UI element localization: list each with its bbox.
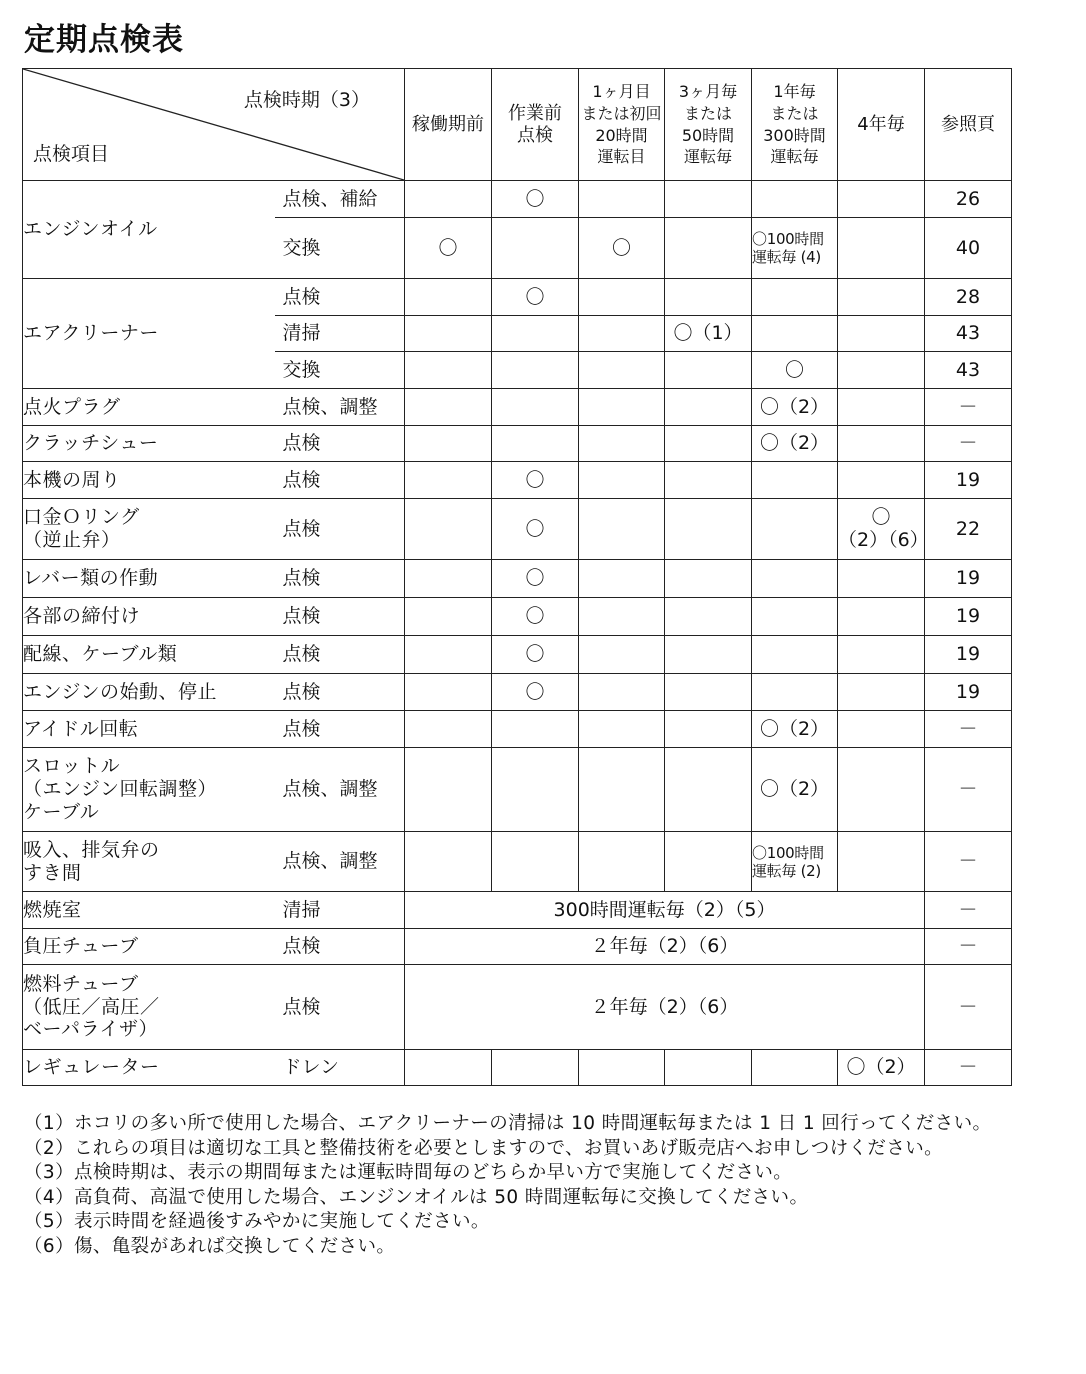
operation-cell — [275, 462, 405, 499]
reference-page: 43 — [955, 358, 981, 381]
footnote — [24, 1210, 1014, 1235]
operation-label: 点検 — [282, 935, 321, 958]
table-row — [23, 560, 1012, 598]
schedule-cell-c3 — [579, 598, 665, 636]
schedule-cell-c6 — [838, 316, 925, 352]
item-name-cell — [23, 965, 275, 1050]
table-row — [23, 892, 1012, 929]
schedule-cell-c5 — [752, 598, 838, 636]
schedule-cell-c1 — [405, 181, 492, 218]
table-row — [23, 636, 1012, 674]
reference-page: － — [958, 432, 978, 455]
reference-page-cell — [925, 674, 1012, 711]
schedule-cell-c3 — [579, 316, 665, 352]
item-name-cell — [23, 598, 275, 636]
schedule-mark: 〇（2） — [846, 1056, 916, 1079]
schedule-mark: 〇（2） — [759, 778, 830, 801]
reference-page: － — [958, 995, 978, 1018]
item-name: 各部の締付け — [23, 605, 141, 628]
reference-page-cell — [925, 499, 1012, 560]
schedule-mark: 〇 — [525, 285, 545, 308]
column-header-label: 4年毎 — [857, 113, 905, 135]
operation-label: 点検 — [282, 432, 321, 455]
schedule-cell-c6 — [838, 748, 925, 832]
schedule-cell-c2 — [492, 352, 579, 389]
operation-label: 点検 — [282, 643, 321, 666]
schedule-cell-c5 — [752, 426, 838, 462]
reference-page: － — [958, 778, 978, 801]
reference-page: 19 — [955, 468, 981, 491]
schedule-cell-c1 — [405, 426, 492, 462]
reference-page-cell — [925, 316, 1012, 352]
reference-page-cell — [925, 748, 1012, 832]
operation-cell — [275, 352, 405, 389]
schedule-cell-c3 — [579, 560, 665, 598]
item-name-cell — [23, 711, 275, 748]
reference-page-cell — [925, 352, 1012, 389]
item-name: 燃焼室 — [23, 898, 82, 921]
reference-page-cell — [925, 711, 1012, 748]
operation-label: 点検 — [282, 995, 321, 1018]
column-header-label: 3ヶ月毎 または 50時間 運転毎 — [678, 82, 738, 167]
schedule-cell-c1 — [405, 389, 492, 426]
item-name-cell — [23, 1050, 275, 1086]
schedule-cell-c1 — [405, 352, 492, 389]
operation-cell — [275, 389, 405, 426]
footnote-text: これらの項目は適切な工具と整備技術を必要としますので、お買いあげ販売店へお申しつけください。 — [73, 1137, 944, 1159]
schedule-cell-c3 — [579, 499, 665, 560]
reference-page: － — [958, 935, 978, 958]
schedule-mark: 〇 — [525, 643, 545, 666]
operation-cell — [275, 674, 405, 711]
reference-page: 43 — [955, 322, 981, 345]
schedule-cell-c2 — [492, 832, 579, 892]
operation-cell — [275, 560, 405, 598]
item-name-cell — [23, 426, 275, 462]
item-name-cell — [23, 748, 275, 832]
item-name: スロットル （エンジン回転調整） ケーブル — [23, 755, 218, 823]
interval-span-cell — [405, 965, 925, 1050]
schedule-cell-c4 — [665, 674, 752, 711]
operation-cell — [275, 218, 405, 279]
item-name: 配線、ケーブル類 — [23, 643, 178, 666]
operation-cell — [275, 181, 405, 218]
table-row — [23, 1050, 1012, 1086]
schedule-mark: 〇 — [525, 187, 545, 210]
footnotes — [24, 1112, 1014, 1259]
reference-page: 26 — [955, 187, 981, 210]
operation-label: 点検、調整 — [282, 395, 378, 418]
operation-cell — [275, 316, 405, 352]
schedule-cell-c2 — [492, 218, 579, 279]
table-row — [23, 674, 1012, 711]
schedule-cell-c3 — [579, 711, 665, 748]
schedule-cell-c2 — [492, 674, 579, 711]
reference-page-cell — [925, 636, 1012, 674]
schedule-mark: 〇 — [525, 605, 545, 628]
schedule-mark: 〇（2） — [759, 432, 830, 455]
schedule-cell-c4 — [665, 181, 752, 218]
schedule-cell-c1 — [405, 711, 492, 748]
schedule-cell-c4 — [665, 316, 752, 352]
schedule-cell-c6 — [838, 426, 925, 462]
reference-page-cell — [925, 181, 1012, 218]
schedule-cell-c2 — [492, 181, 579, 218]
schedule-cell-c1 — [405, 598, 492, 636]
table-row — [23, 462, 1012, 499]
reference-page: 40 — [955, 236, 981, 259]
footnote-mark: （1） — [24, 1113, 74, 1134]
inspection-table — [22, 68, 1012, 1086]
schedule-cell-c1 — [405, 499, 492, 560]
column-header-label: 1ヶ月目 または初回 20時間 運転目 — [581, 82, 662, 167]
schedule-cell-c6 — [838, 352, 925, 389]
item-name: 点火プラグ — [23, 395, 121, 418]
operation-label: 点検 — [282, 605, 321, 628]
schedule-mark: 〇 — [525, 517, 545, 540]
schedule-cell-c2 — [492, 636, 579, 674]
footnote-text: 高負荷、高温で使用した場合、エンジンオイルは 50 時間運転毎に交換してください。 — [73, 1186, 809, 1208]
operation-cell — [275, 832, 405, 892]
reference-page: 19 — [955, 643, 981, 666]
item-name-cell — [23, 279, 275, 389]
table-body — [23, 69, 1012, 1086]
schedule-cell-c4 — [665, 218, 752, 279]
schedule-cell-c5 — [752, 352, 838, 389]
schedule-cell-c4 — [665, 499, 752, 560]
schedule-cell-c5 — [752, 181, 838, 218]
schedule-cell-c2 — [492, 499, 579, 560]
operation-label: 点検 — [282, 717, 321, 740]
item-name: エアクリーナー — [23, 322, 159, 345]
operation-cell — [275, 711, 405, 748]
column-header-2 — [492, 69, 579, 181]
item-name: 燃料チューブ （低圧／高圧／ ベーパライザ） — [23, 972, 160, 1041]
table-row — [23, 181, 1012, 218]
operation-cell — [275, 929, 405, 965]
operation-cell — [275, 426, 405, 462]
reference-page: 22 — [955, 517, 981, 540]
item-name: エンジンオイル — [23, 218, 158, 241]
footnote — [24, 1112, 1014, 1137]
reference-page-cell — [925, 892, 1012, 929]
table-row — [23, 279, 1012, 316]
schedule-cell-c6 — [838, 181, 925, 218]
reference-page-cell — [925, 560, 1012, 598]
schedule-cell-c3 — [579, 674, 665, 711]
item-name-cell — [23, 462, 275, 499]
schedule-cell-c2 — [492, 1050, 579, 1086]
schedule-cell-c5 — [752, 499, 838, 560]
item-name-cell — [23, 636, 275, 674]
schedule-cell-c2 — [492, 560, 579, 598]
table-row — [23, 832, 1012, 892]
schedule-cell-c6 — [838, 560, 925, 598]
footnote-text: 傷、亀裂があれば交換してください。 — [73, 1235, 396, 1257]
schedule-cell-c2 — [492, 316, 579, 352]
operation-label: 点検、調整 — [282, 778, 378, 801]
schedule-cell-c4 — [665, 748, 752, 832]
operation-cell — [275, 892, 405, 929]
schedule-cell-c5 — [752, 218, 838, 279]
footnote-text: ホコリの多い所で使用した場合、エアクリーナーの清掃は 10 時間運転毎または 1 日 1 回行ってください。 — [73, 1113, 992, 1134]
item-name: エンジンの始動、停止 — [23, 680, 218, 703]
schedule-mark: 〇 （2）（6） — [838, 506, 929, 551]
operation-cell — [275, 1050, 405, 1086]
footnote — [24, 1235, 1014, 1260]
schedule-cell-c3 — [579, 389, 665, 426]
schedule-cell-c5 — [752, 674, 838, 711]
operation-label: 点検 — [282, 468, 321, 491]
item-name-cell — [23, 832, 275, 892]
schedule-cell-c1 — [405, 1050, 492, 1086]
schedule-cell-c6 — [838, 1050, 925, 1086]
operation-cell — [275, 279, 405, 316]
reference-page-cell — [925, 832, 1012, 892]
reference-page-cell — [925, 279, 1012, 316]
column-header-label: 作業前 点検 — [508, 102, 562, 146]
item-label: 点検項目 — [33, 143, 110, 166]
operation-label: 点検 — [282, 517, 321, 540]
footnote-mark: （5） — [24, 1211, 74, 1232]
schedule-cell-c2 — [492, 711, 579, 748]
schedule-cell-c5 — [752, 711, 838, 748]
reference-page: － — [958, 395, 978, 418]
interval-span-cell — [405, 892, 925, 929]
period-label: 点検時期（3） — [243, 89, 370, 111]
operation-cell — [275, 598, 405, 636]
schedule-cell-c6 — [838, 711, 925, 748]
table-row — [23, 389, 1012, 426]
operation-label: 交換 — [282, 358, 321, 381]
item-name-cell — [23, 389, 275, 426]
schedule-cell-c5 — [752, 748, 838, 832]
schedule-cell-c3 — [579, 279, 665, 316]
schedule-cell-c6 — [838, 218, 925, 279]
schedule-cell-c3 — [579, 1050, 665, 1086]
operation-label: 交換 — [282, 236, 321, 259]
item-name: 負圧チューブ — [23, 935, 139, 958]
column-header-3 — [579, 69, 665, 181]
schedule-cell-c2 — [492, 462, 579, 499]
schedule-cell-c4 — [665, 279, 752, 316]
reference-page: － — [958, 717, 978, 740]
reference-page: 19 — [955, 605, 981, 628]
footnote-mark: （3） — [24, 1162, 74, 1183]
schedule-cell-c6 — [838, 674, 925, 711]
reference-page-cell — [925, 389, 1012, 426]
reference-page-cell — [925, 218, 1012, 279]
schedule-cell-c1 — [405, 462, 492, 499]
footnote-text: 点検時期は、表示の期間毎または運転時間毎のどちらか早い方で実施してください。 — [73, 1162, 793, 1183]
footnote — [24, 1137, 1014, 1162]
reference-page-cell — [925, 965, 1012, 1050]
schedule-mark: 〇（2） — [759, 717, 830, 740]
item-name: クラッチシュー — [23, 432, 159, 455]
header-row — [23, 69, 1012, 181]
item-name: 口金Ｏリング （逆止弁） — [23, 506, 140, 551]
schedule-cell-c4 — [665, 832, 752, 892]
reference-page-cell — [925, 1050, 1012, 1086]
schedule-cell-c1 — [405, 636, 492, 674]
schedule-cell-c6 — [838, 499, 929, 560]
schedule-cell-c5 — [752, 462, 838, 499]
item-name-cell — [23, 674, 275, 711]
reference-page-cell — [925, 426, 1012, 462]
schedule-mark: 〇100時間 運転毎 (4) — [752, 230, 824, 266]
schedule-cell-c2 — [492, 426, 579, 462]
schedule-cell-c5 — [752, 560, 838, 598]
column-header-label: 参照頁 — [941, 113, 995, 135]
column-header-1 — [405, 69, 492, 181]
schedule-cell-c4 — [665, 462, 752, 499]
operation-cell — [275, 748, 405, 832]
schedule-cell-c5 — [752, 389, 838, 426]
schedule-cell-c4 — [665, 426, 752, 462]
item-name-cell — [23, 892, 275, 929]
interval-span-cell — [405, 929, 925, 965]
schedule-cell-c5 — [752, 279, 838, 316]
schedule-cell-c3 — [579, 352, 665, 389]
schedule-cell-c3 — [579, 218, 665, 279]
reference-page-cell — [925, 462, 1012, 499]
schedule-cell-c1 — [405, 748, 492, 832]
schedule-cell-c5 — [752, 832, 838, 892]
operation-label: 点検、調整 — [282, 850, 378, 873]
interval-text: ２年毎（2）（6） — [590, 995, 739, 1018]
schedule-mark: 〇 — [611, 236, 631, 259]
schedule-mark: 〇 — [525, 468, 545, 491]
operation-label: ドレン — [282, 1056, 340, 1079]
schedule-cell-c3 — [579, 832, 665, 892]
footnote-mark: （2） — [24, 1137, 74, 1159]
schedule-cell-c4 — [665, 598, 752, 636]
operation-label: 清掃 — [282, 322, 321, 345]
table-row — [23, 499, 1012, 560]
reference-page: － — [958, 850, 978, 873]
operation-label: 清掃 — [282, 898, 321, 921]
column-header-6 — [838, 69, 925, 181]
schedule-mark: 〇 — [525, 567, 545, 590]
schedule-cell-c6 — [838, 636, 925, 674]
schedule-cell-c2 — [492, 598, 579, 636]
schedule-cell-c1 — [405, 832, 492, 892]
schedule-cell-c4 — [665, 560, 752, 598]
item-name-cell — [23, 929, 275, 965]
schedule-cell-c1 — [405, 560, 492, 598]
table-row — [23, 598, 1012, 636]
item-name: アイドル回転 — [23, 717, 139, 740]
schedule-cell-c5 — [752, 1050, 838, 1086]
schedule-mark: 〇 — [525, 680, 545, 703]
schedule-cell-c6 — [838, 462, 925, 499]
operation-cell — [275, 965, 405, 1050]
column-header-label: 稼働期前 — [412, 113, 484, 135]
interval-text: 300時間運転毎（2）（5） — [553, 898, 776, 921]
schedule-cell-c5 — [752, 316, 838, 352]
schedule-cell-c1 — [405, 218, 492, 279]
table-row — [23, 748, 1012, 832]
column-header-label: 1年毎 または 300時間 運転毎 — [763, 82, 826, 167]
schedule-cell-c6 — [838, 279, 925, 316]
schedule-mark: 〇 — [784, 358, 804, 381]
schedule-cell-c6 — [838, 598, 925, 636]
schedule-mark: 〇（1） — [673, 322, 743, 345]
item-name-cell — [23, 499, 275, 560]
schedule-cell-c2 — [492, 389, 579, 426]
page-title: 定期点検表 — [24, 22, 184, 58]
operation-label: 点検 — [282, 567, 321, 590]
table-row — [23, 965, 1012, 1050]
footnote-mark: （6） — [24, 1235, 74, 1257]
footnote — [24, 1161, 1014, 1186]
reference-page: － — [958, 898, 978, 921]
reference-page: 28 — [955, 285, 981, 308]
reference-page-cell — [925, 598, 1012, 636]
item-name-cell — [23, 181, 275, 279]
schedule-cell-c4 — [665, 352, 752, 389]
item-name: 本機の周り — [23, 468, 121, 491]
reference-page: － — [958, 1056, 978, 1079]
schedule-cell-c2 — [492, 748, 579, 832]
item-name: 吸入、排気弁の すき間 — [23, 838, 160, 884]
schedule-cell-c6 — [838, 832, 925, 892]
schedule-cell-c1 — [405, 674, 492, 711]
reference-page-cell — [925, 929, 1012, 965]
footnote-text: 表示時間を経過後すみやかに実施してください。 — [73, 1211, 490, 1232]
reference-page: 19 — [955, 567, 981, 590]
schedule-cell-c5 — [752, 636, 838, 674]
item-name: レバー類の作動 — [23, 567, 159, 590]
interval-text: ２年毎（2）（6） — [590, 935, 739, 958]
schedule-cell-c1 — [405, 316, 492, 352]
table-row — [23, 929, 1012, 965]
operation-label: 点検、補給 — [282, 187, 378, 210]
item-name: レギュレーター — [23, 1056, 160, 1079]
schedule-mark: 〇 — [438, 236, 458, 259]
schedule-cell-c3 — [579, 426, 665, 462]
schedule-cell-c3 — [579, 462, 665, 499]
schedule-cell-c3 — [579, 181, 665, 218]
operation-cell — [275, 499, 405, 560]
schedule-cell-c4 — [665, 1050, 752, 1086]
schedule-cell-c4 — [665, 389, 752, 426]
operation-cell — [275, 636, 405, 674]
schedule-cell-c6 — [838, 389, 925, 426]
column-header-5 — [752, 69, 838, 181]
table-row — [23, 711, 1012, 748]
column-header-4 — [665, 69, 752, 181]
schedule-cell-c2 — [492, 279, 579, 316]
schedule-cell-c3 — [579, 636, 665, 674]
operation-label: 点検 — [282, 285, 321, 308]
table-row — [23, 426, 1012, 462]
schedule-cell-c4 — [665, 636, 752, 674]
schedule-mark: 〇100時間 運転毎 (2) — [752, 843, 824, 880]
footnote-mark: （4） — [24, 1186, 74, 1208]
item-name-cell — [23, 560, 275, 598]
diagonal-header-cell — [23, 69, 405, 181]
schedule-cell-c1 — [405, 279, 492, 316]
column-header-7 — [925, 69, 1012, 181]
schedule-cell-c4 — [665, 711, 752, 748]
schedule-cell-c3 — [579, 748, 665, 832]
footnote — [24, 1186, 1014, 1211]
reference-page: 19 — [955, 680, 981, 703]
operation-label: 点検 — [282, 680, 321, 703]
schedule-mark: 〇（2） — [759, 395, 830, 418]
